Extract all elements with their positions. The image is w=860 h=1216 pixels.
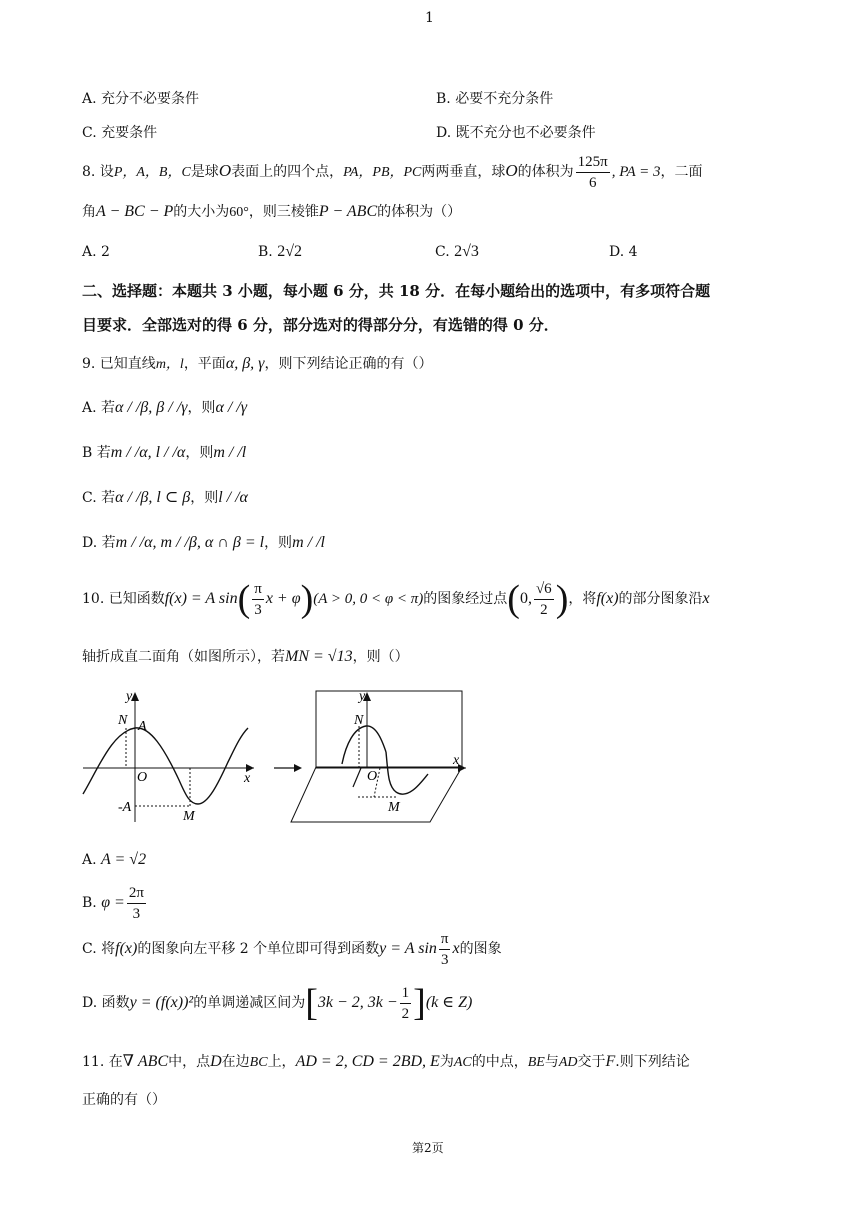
q9-stem [82, 354, 432, 375]
q8-option-a: A. 2 [82, 244, 110, 260]
q7-option-c: C. 充要条件 [82, 125, 158, 141]
q10-d-bracket-open: [ [305, 982, 318, 1024]
right-lower-left-curve [353, 768, 361, 787]
q8-option-c-label: C. [435, 244, 450, 260]
q10-pt-den: 2 [540, 601, 548, 618]
q11-ac: AC [453, 1055, 472, 1070]
left-label-x: x [244, 771, 251, 786]
q10-c-pre: C. 将 [82, 941, 116, 957]
q9-a-then: ，则 [187, 400, 216, 416]
q7-option-a: A. 充分不必要条件 [82, 91, 200, 107]
q8-mid3: 两两垂直，球 [421, 164, 506, 180]
q9-lines: m，l [155, 357, 184, 372]
q10-c-mid: 的图象向左平移 2 个单位即可得到函数 [137, 941, 380, 957]
q8-option-b-label: B. [258, 244, 273, 260]
q11-mid4: 为 [439, 1054, 454, 1070]
q11-point-d: D [210, 1053, 222, 1070]
left-label-a: A [138, 719, 147, 734]
left-label-m: M [183, 809, 195, 824]
left-label-neg-a: -A [118, 800, 132, 815]
q10-c-fx: f(x) [115, 940, 138, 957]
right-label-o: O [367, 769, 378, 784]
q11-prefix: 11. 在 [82, 1054, 123, 1070]
q10-c-den: 3 [440, 951, 449, 968]
q8-line2-mid: 的大小为 [173, 204, 230, 220]
q8-prefix: 8. 设 [82, 164, 114, 180]
q10-d-num: 1 [400, 983, 412, 1004]
q10-a-label: A. [82, 852, 97, 868]
q8-line2-end: 的体积为（） [377, 204, 462, 220]
right-upper-curve [342, 726, 386, 764]
q7-option-d: D. 既不充分也不必要条件 [436, 125, 596, 141]
q10-prefix: 10. 已知函数 [82, 591, 165, 607]
section2-header-line1: 二、选择题：本题共 3 小题，每小题 6 分，共 18 分．在每小题给出的选项中，有多项符合题 [82, 282, 711, 300]
right-vertical-plane [316, 691, 462, 767]
q11-mid3: 上， [267, 1054, 296, 1070]
q11-triangle: ∇ ABC [122, 1053, 169, 1070]
q10-pt-close: ) [555, 578, 569, 620]
q8-vol-text: 的体积为 [517, 164, 574, 180]
q9-d-label: D. 若 [82, 535, 116, 551]
right-label-m: M [388, 800, 400, 815]
q9-a-label: A. 若 [82, 400, 116, 416]
q10-pt-fraction [534, 579, 554, 620]
q11-mid6: 与 [544, 1054, 559, 1070]
q8-line2-prefix: 角 [82, 204, 96, 220]
q8-pyramid: P − ABC [318, 203, 378, 220]
left-sine-curve [83, 728, 248, 804]
q10-option-d [82, 980, 472, 1026]
q9-d-res: m / /l [292, 534, 325, 551]
q9-b-then: ，则 [185, 445, 214, 461]
q9-b-cond: m / /α, l / /α [110, 444, 186, 461]
q10-d-bracket-close: ] [413, 982, 426, 1024]
q8-vol-den: 6 [588, 174, 597, 191]
q10-d-mid: 的单调递减区间为 [193, 995, 306, 1011]
q9-mid: ，平面 [183, 356, 226, 372]
q10-option-a [82, 850, 146, 870]
q10-stem-line2 [82, 647, 409, 667]
q11-end: .则下列结论 [615, 1054, 690, 1070]
q10-line2-end: ，则（） [352, 649, 409, 665]
q9-a-cond: α / /β, β / /γ [115, 399, 188, 416]
q8-points: P，A，B，C [113, 165, 191, 180]
q10-c-num: π [439, 929, 451, 950]
right-plot [291, 689, 466, 822]
q10-b-fraction [127, 883, 146, 924]
q9-a-res: α / /γ [215, 399, 248, 416]
page-number-top: 1 [425, 10, 434, 26]
q10-figure [78, 684, 478, 834]
q10-pt-num: √6 [534, 579, 554, 600]
left-label-n: N [118, 713, 128, 728]
q10-line2-prefix: 轴折成直二面角（如图所示），若 [82, 649, 285, 665]
q11-cond: AD = 2, CD = 2BD, E [295, 1053, 440, 1070]
q10-paren-close: ) [300, 578, 314, 620]
q8-sphere-2: O [505, 161, 518, 180]
q8-sphere: O [218, 161, 232, 180]
transform-arrow-icon [294, 764, 302, 772]
q9-c-then: ，则 [190, 490, 219, 506]
q10-pt-open: ( [507, 578, 520, 620]
q10-c-end: 的图象 [459, 941, 502, 957]
q10-d-end: (k ∈ Z) [425, 994, 473, 1011]
q10-pt-x: 0, [519, 590, 532, 607]
right-lower-curve [386, 752, 428, 794]
q11-mid7: 交于 [577, 1054, 606, 1070]
q9-prefix: 9. 已知直线 [82, 356, 156, 372]
q10-xvar: x [702, 590, 710, 607]
q11-ad: AD [558, 1055, 578, 1070]
q7-option-b: B. 必要不充分条件 [436, 91, 554, 107]
q10-d-fraction [400, 983, 412, 1024]
q9-option-c [82, 488, 248, 508]
q10-b-num: 2π [127, 883, 146, 904]
q11-stem-line2: 正确的有（） [82, 1092, 166, 1108]
q8-vol-num: 125π [576, 152, 610, 173]
q10-option-b [82, 880, 148, 926]
q10-fx: f(x) = A sin [164, 590, 238, 607]
q9-planes: α, β, γ [225, 355, 265, 372]
q11-mid: 中，点 [168, 1054, 211, 1070]
q9-option-d [82, 533, 325, 553]
q9-c-res: l / /α [218, 489, 248, 506]
q8-dihedral: A − BC − P [96, 203, 174, 220]
q10-cond: (A > 0, 0 < φ < π) [313, 591, 424, 607]
q10-option-c [82, 926, 502, 972]
q10-mn: MN = √13 [285, 648, 353, 665]
q10-inner: x + φ [265, 590, 301, 607]
q9-option-a [82, 398, 247, 418]
q10-pi-den: 3 [254, 601, 262, 618]
q9-option-b [82, 443, 246, 463]
q8-segments: PA，PB，PC [343, 165, 422, 180]
q10-b-lhs: φ = [101, 894, 125, 911]
left-label-y: y [126, 689, 133, 704]
q9-d-then: ，则 [264, 535, 293, 551]
q8-option-c-value: 2√3 [454, 243, 479, 260]
right-label-y: y [359, 689, 366, 704]
q8-angle: 60° [229, 205, 249, 220]
q8-option-d: D. 4 [609, 244, 638, 260]
right-label-n: N [354, 713, 364, 728]
q11-mid2: 在边 [221, 1054, 250, 1070]
left-plot [83, 689, 254, 824]
q10-d-interval: 3k − 2, 3k − [317, 994, 398, 1011]
q10-pi-fraction [252, 579, 264, 620]
q8-stem-line2 [82, 202, 461, 223]
q9-d-cond: m / /α, m / /β, α ∩ β = l [115, 534, 265, 551]
right-label-x: x [453, 753, 460, 768]
q10-d-y: y = (f(x))² [129, 994, 194, 1011]
q11-be: BE [527, 1055, 545, 1070]
q10-d-pre: D. 函数 [82, 995, 130, 1011]
q10-stem-line1 [82, 576, 710, 622]
q9-b-label: B 若 [82, 445, 111, 461]
q11-mid5: 的中点， [471, 1054, 528, 1070]
q8-line2-mid2: ，则三棱锥 [248, 204, 319, 220]
q8-pa-eq: , PA = 3 [611, 164, 661, 180]
q9-c-label: C. 若 [82, 490, 116, 506]
q10-c-fraction [439, 929, 451, 970]
page-footer: 第2页 [412, 1141, 444, 1155]
q9-b-res: m / /l [213, 444, 247, 461]
q11-stem-line1 [82, 1052, 690, 1073]
q10-d-den: 2 [401, 1005, 410, 1022]
q10-a-value: A = √2 [101, 851, 147, 868]
q8-option-b-value: 2√2 [277, 243, 302, 260]
q10-fx2: f(x) [596, 590, 619, 607]
q10-c-x: x [452, 940, 460, 957]
q8-mid2: 表面上的四个点， [231, 164, 344, 180]
q11-point-f: F [605, 1053, 616, 1070]
q8-mid: 是球 [190, 164, 219, 180]
q10-b-den: 3 [132, 905, 141, 922]
q10-mid2: ，将 [568, 591, 597, 607]
q11-bc: BC [249, 1055, 268, 1070]
q8-option-b [258, 242, 302, 262]
q10-pi-num: π [252, 579, 264, 600]
section2-header-line2: 目要求．全部选对的得 6 分，部分选对的得部分分，有选错的得 0 分． [82, 316, 559, 334]
q8-option-c [435, 242, 479, 262]
q10-mid: 的图象经过点 [423, 591, 508, 607]
q10-b-label: B. [82, 895, 97, 911]
q10-c-y: y = A sin [379, 940, 437, 957]
q8-volume-fraction [576, 152, 610, 193]
q9-c-cond: α / /β, l ⊂ β [115, 489, 191, 506]
q10-end: 的部分图象沿 [618, 591, 703, 607]
left-label-o: O [137, 770, 148, 785]
q10-paren-open: ( [237, 578, 251, 620]
q8-line1-end: ，二面 [660, 164, 703, 180]
q9-end: ，则下列结论正确的有（） [264, 356, 433, 372]
q8-stem-line1 [82, 151, 703, 193]
